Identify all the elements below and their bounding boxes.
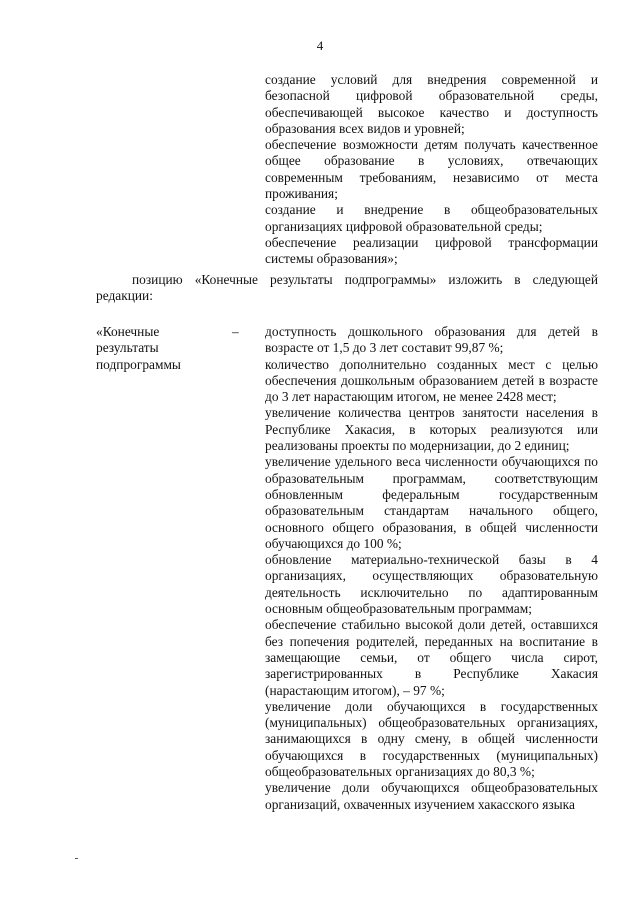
- term-label-line: «Конечные: [96, 324, 160, 339]
- term-dash: –: [232, 324, 239, 339]
- result-item: обновление материально-технической базы в 4 организациях, осуществляющих образовательную деятельность исключительно по адаптированным основным общеобразовательным программам;: [265, 552, 598, 617]
- term-label-line: результаты: [96, 340, 159, 356]
- intro-paragraph: [96, 272, 598, 305]
- term-label: [96, 324, 206, 373]
- results-list: [265, 324, 598, 813]
- goal-item: обеспечение возможности детям получать качественное общее образование в условиях, отвечающих современным требованиям, независимо от места проживания;: [265, 137, 598, 202]
- intro-text: позицию «Конечные результаты подпрограммы» изложить в следующей редакции:: [96, 272, 598, 304]
- goals-list: [265, 72, 598, 268]
- scan-mark: [75, 858, 78, 859]
- term-label-line: подпрограммы: [96, 356, 181, 372]
- result-item: доступность дошкольного образования для детей в возрасте от 1,5 до 3 лет составит 99,87 %;: [265, 324, 598, 356]
- goal-item: обеспечение реализации цифровой трансформации системы образования»;: [265, 234, 598, 267]
- result-item: увеличение удельного веса численности обучающихся по образовательным программам, соответствующим обновленным федеральным государственным образовательным стандартам начального общего, основного общего образования, в общей численности обучающихся до 100 %;: [265, 454, 598, 551]
- goal-item: создание и внедрение в общеобразовательных организациях цифровой образовательной среды;: [265, 202, 598, 234]
- result-item: обеспечение стабильно высокой доли детей, оставшихся без попечения родителей, переданных на воспитание в замещающие семьи, от общего числа сирот, зарегистрированных в Республике Хакасия (нарастающим итогом), – 97 %;: [265, 617, 598, 698]
- goal-item: создание условий для внедрения современной и безопасной цифровой образовательной среды, обеспечивающей высокое качество и доступность образования всех видов и уровней;: [265, 72, 598, 136]
- result-item: увеличение количества центров занятости населения в Республике Хакасия, в которых реализуются или реализованы проекты по модернизации, до 2 единиц;: [265, 405, 598, 454]
- result-item: количество дополнительно созданных мест с целью обеспечения дошкольным образованием детей в возрасте до 3 лет нарастающим итогом, не менее 2428 мест;: [265, 356, 598, 405]
- result-item: увеличение доли обучающихся в государственных (муниципальных) общеобразовательных организациях, занимающихся в одну смену, в общей численности обучающихся в государственных (муниципальных) общеобразовательных организациях до 80,3 %;: [265, 698, 598, 780]
- page-number: 4: [316, 38, 324, 53]
- result-item: увеличение доли обучающихся общеобразовательных организаций, охваченных изучением хакасского языка: [265, 780, 598, 812]
